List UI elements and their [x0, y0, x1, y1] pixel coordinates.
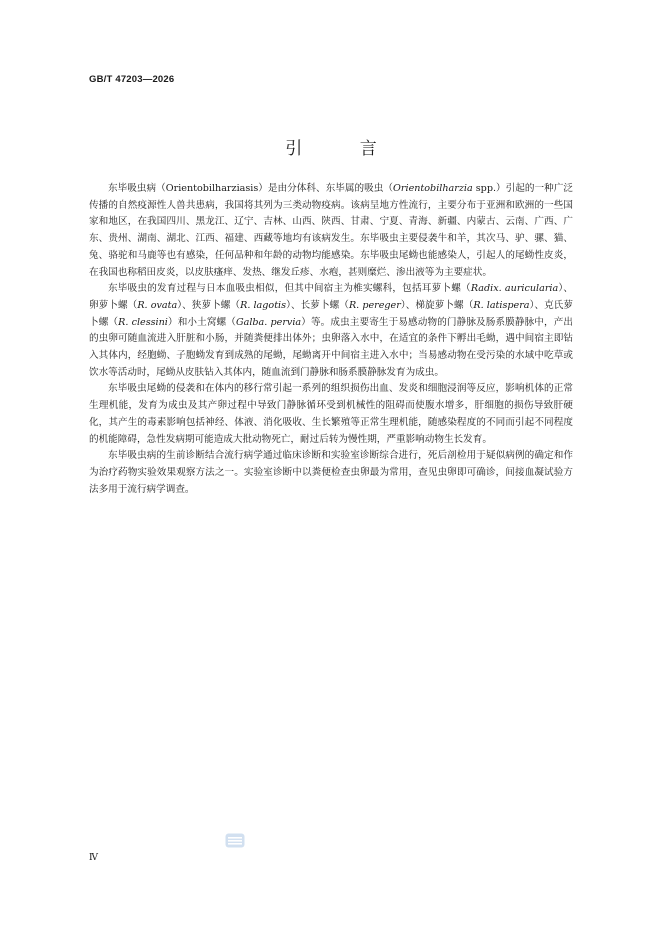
species-name: R. ovata [137, 299, 178, 311]
document-body [89, 181, 573, 498]
paragraph-2-text: ）、梯旋萝卜螺（ [400, 299, 474, 311]
paragraph-3: 东毕吸虫尾蚴的侵袭和在体内的移行常引起一系列的组织损伤出血、发炎和细胞浸润等反应，影响机体的正常生理机能，发育为成虫及其产卵过程中导致门静脉循环受到机械性的阻碍而使腹水增多，肝细胞的损伤导致肝硬化，其产生的毒素影响包括神经、体液、消化吸收、生长繁殖等正常生理机能，随感染程度的不同而引起不同程度的机能障碍，急性发病期可能造成大批动物死亡，耐过后转为慢性期，严重影响动物生长发育。 [89, 383, 573, 445]
paragraph-2 [89, 281, 573, 381]
standard-code-header: GB/T 47203—2026 [89, 74, 175, 85]
species-name: R. clessini [118, 316, 168, 328]
paragraph-2-text: ）等。成虫主要寄生于易感动物的门静脉及肠系膜静脉中，产出的虫卵可随血流进入肝脏和小肠，并随粪便排出体外；虫卵落入水中，在适宜的条件下孵出毛蚴，遇中间宿主即钻入其体内，经胞蚴、子胞蚴发育到成熟的尾蚴，尾蚴离开中间宿主进入水中；当易感动物在受污染的水域中吃草或饮水等活动时，尾蚴从皮肤钻入其体内，随血流到门静脉和肠系膜静脉发育为成虫。 [89, 316, 574, 378]
genus-name: Orientobilharzia [393, 183, 473, 194]
species-name: R. lagotis [240, 299, 287, 311]
paragraph-2-text: ）、克氏萝卜螺（ [89, 299, 574, 328]
paragraph-2-text: ）和小土窝螺（ [167, 316, 236, 328]
paragraph-2-text: ）、长萝卜螺（ [286, 299, 349, 311]
paragraph-1-text-a: 东毕吸虫病（Orientobilharziasis）是由分体科、东毕属的吸虫（ [108, 183, 394, 194]
paragraph-1-text-b: spp.）引起的一种广泛传播的自然疫源性人兽共患病，我国将其列为三类动物疫病。该病呈地方性流行，主要分布于亚洲和欧洲的一些国家和地区，在我国四川、黑龙江、辽宁、吉林、山西、陕西、甘肃、宁夏、青海、新疆、内蒙古、云南、广西、广东、贵州、湖南、湖北、江西、福建、西藏等地均有该病发生。东毕吸虫主要侵袭牛和羊，其次马、驴、骡、猫、兔、骆驼和马鹿等也有感染，任何品种和年龄的动物均能感染。东毕吸虫尾蚴也能感染人，引起人的尾蚴性皮炎，在我国也称稻田皮炎，以皮肤瘙痒、发热、继发丘疹、水疱，甚则糜烂、渗出液等为主要症状。 [89, 183, 573, 278]
paragraph-4: 东毕吸虫病的生前诊断结合流行病学通过临床诊断和实验室诊断综合进行，死后剖检用于疑似病例的确定和作为治疗药物实验效果观察方法之一。实验室诊断中以粪便检查虫卵最为常用，查见虫卵即可确诊，间接血凝试验方法多用于流行病学调查。 [89, 450, 573, 495]
species-name: R. pereger [348, 299, 401, 311]
paragraph-2-text: 东毕吸虫的发育过程与日本血吸虫相似，但其中间宿主为椎实螺科，包括耳萝卜螺（ [108, 283, 471, 295]
watermark-logo-icon [225, 833, 245, 848]
page-number: Ⅳ [89, 853, 98, 863]
paragraph-1 [89, 181, 573, 281]
species-name: R. latispera [473, 299, 530, 311]
species-name: Radix. auricularia [470, 283, 559, 295]
paragraph-2-text: ）、狭萝卜螺（ [177, 299, 241, 311]
page-title: 引 言 [285, 139, 403, 159]
paragraph-2-text: ）、卵萝卜螺（ [89, 283, 574, 311]
species-name: Galba. pervia [235, 316, 302, 328]
